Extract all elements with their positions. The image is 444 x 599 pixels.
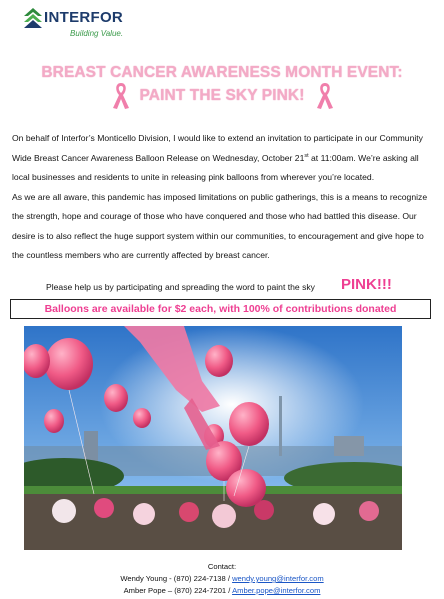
contact-wendy <box>0 574 444 583</box>
contact-wendy-phone: Wendy Young - (870) 224-7138 / <box>120 574 233 583</box>
interfor-logo <box>24 8 144 40</box>
amber-email-link[interactable]: Amber.pope@interfor.com <box>232 586 321 595</box>
wendy-email-link[interactable]: wendy.young@interfor.com <box>232 574 324 583</box>
invitation-paragraph-2: As we are all aware, this pandemic has imposed limitations on public gatherings, this is a means to recognize the strength, hope and courage of those who have conquered and those who had battled this disease. Our desire is to also reflect the huge support system within our communities, to encouragement and give hope to the countless members who are currently affected by breast cancer. <box>12 191 428 260</box>
balloon-release-photo <box>24 326 402 550</box>
logo-tagline: Building Value. <box>70 29 124 38</box>
contact-amber <box>0 586 444 595</box>
pink-emphasis: PINK!!! <box>341 276 392 293</box>
invitation-paragraph-1: On behalf of Interfor’s Monticello Division, I would like to extend an invitation to participate in our Community Wide Breast Cancer Awareness Balloon Release on Wednesday, October 21st at 11:00am. We’re asking all local businesses and residents to unite in releasing pink balloons from wherever you’re located. <box>12 133 423 182</box>
interfor-logo-icon <box>24 8 42 28</box>
event-title-line2: PAINT THE SKY PINK! <box>139 87 305 104</box>
balloon-price-note: Balloons are available for $2 each, with 100% of contributions donated <box>10 299 431 319</box>
pink-ribbon-icon <box>314 80 336 110</box>
event-title-line1: BREAST CANCER AWARENESS MONTH EVENT: <box>41 64 403 81</box>
contact-heading: Contact: <box>207 562 237 571</box>
contact-amber-phone: Amber Pope – (870) 224-7201 / <box>123 586 233 595</box>
pink-ribbon-icon <box>110 80 132 110</box>
invitation-body <box>12 129 436 266</box>
help-line: Please help us by participating and spreading the word to paint the sky <box>46 282 315 292</box>
logo-name: INTERFOR <box>44 9 124 26</box>
